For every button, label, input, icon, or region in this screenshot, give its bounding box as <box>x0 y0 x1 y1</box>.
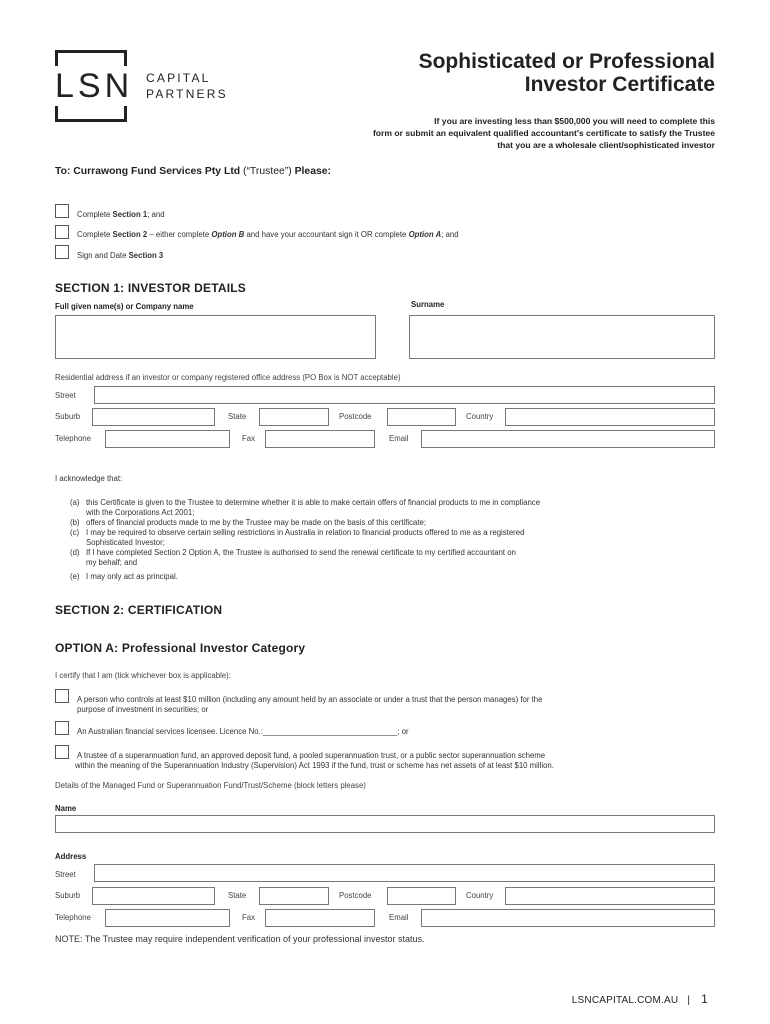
ack-key: (e) <box>70 572 80 581</box>
checklist-checkbox-1[interactable] <box>55 204 69 218</box>
ack-key: (d) <box>70 548 80 557</box>
email-input[interactable] <box>421 430 715 448</box>
telephone-label: Telephone <box>55 434 91 443</box>
postcode-label: Postcode <box>339 412 372 421</box>
checklist-item-2-mid: – either complete <box>147 230 212 239</box>
fund-country-label: Country <box>466 891 494 900</box>
addressee-please: Please: <box>294 166 331 177</box>
postcode-input[interactable] <box>387 408 456 426</box>
logo-mark: LSN <box>55 67 134 105</box>
fund-address-label: Address <box>55 852 87 861</box>
fund-email-input[interactable] <box>421 909 715 927</box>
checklist-item-3-section: Section 3 <box>128 251 164 260</box>
option-a-item-3-line-1: A trustee of a superannuation fund, an approved deposit fund, a pooled superannuation trust, or a public sector superannuation scheme <box>77 751 546 760</box>
ack-key: (c) <box>70 528 80 537</box>
certify-intro: I certify that I am (tick whichever box is applicable): <box>55 671 231 680</box>
ack-text: If I have completed Section 2 Option A, the Trustee is authorised to send the renewal certificate to my certified accountant on <box>86 548 516 557</box>
fund-state-input[interactable] <box>259 887 329 905</box>
notice-line-1: If you are investing less than $500,000 you will need to complete this <box>434 116 715 126</box>
option-a-item-3 <box>77 751 717 770</box>
checklist-item-2-text: Complete <box>77 230 113 239</box>
fund-postcode-input[interactable] <box>387 887 456 905</box>
checklist-checkbox-3[interactable] <box>55 245 69 259</box>
given-name-label: Full given name(s) or Company name <box>55 302 194 311</box>
option-a-item-1-line-2: purpose of investment in securities; or <box>77 704 209 714</box>
email-label: Email <box>389 434 409 443</box>
state-label: State <box>228 412 247 421</box>
addressee-line <box>55 166 331 177</box>
checklist-item-1 <box>77 210 165 219</box>
address-note: Residential address if an investor or company registered office address (PO Box is NOT acceptable) <box>55 373 401 382</box>
street-input[interactable] <box>94 386 715 404</box>
notice-line-3: that you are a wholesale client/sophisticated investor <box>497 140 715 150</box>
title-line-2: Investor Certificate <box>524 73 715 96</box>
verification-note: NOTE: The Trustee may require independent verification of your professional investor status. <box>55 934 425 944</box>
checklist-item-3 <box>77 251 163 260</box>
given-name-input[interactable] <box>55 315 376 359</box>
acknowledge-intro: I acknowledge that: <box>55 474 123 483</box>
option-a-item-2 <box>77 727 409 737</box>
licence-or: ; or <box>397 727 409 736</box>
page-number: 1 <box>701 992 708 1006</box>
ack-key: (b) <box>70 518 80 527</box>
ack-text: with the Corporations Act 2001; <box>86 508 195 517</box>
logo-line-capital: CAPITAL <box>146 71 211 85</box>
fund-state-label: State <box>228 891 247 900</box>
option-a-item-1 <box>77 695 717 714</box>
fund-postcode-label: Postcode <box>339 891 372 900</box>
fund-fax-input[interactable] <box>265 909 375 927</box>
fund-telephone-label: Telephone <box>55 913 91 922</box>
page-title <box>419 50 715 96</box>
licence-text: An Australian financial services licensee. Licence No.: <box>77 727 263 736</box>
ack-text: my behalf; and <box>86 558 138 567</box>
fund-street-label: Street <box>55 870 76 879</box>
ack-text: offers of financial products made to me by the Trustee may be made on the basis of this certificate; <box>86 518 427 527</box>
checklist-item-2-end: ; and <box>441 230 459 239</box>
suburb-label: Suburb <box>55 412 81 421</box>
option-a-item-3-line-2: within the meaning of the Superannuation Industry (Supervision) Act 1993 if the fund, trust or scheme has net assets of at least $10 million. <box>75 760 554 770</box>
fund-telephone-input[interactable] <box>105 909 230 927</box>
footer-separator: | <box>687 995 691 1006</box>
fund-details-note: Details of the Managed Fund or Superannuation Fund/Trust/Scheme (block letters please) <box>55 781 366 790</box>
checklist-checkbox-2[interactable] <box>55 225 69 239</box>
fund-email-label: Email <box>389 913 409 922</box>
surname-label: Surname <box>411 300 445 309</box>
fund-suburb-label: Suburb <box>55 891 81 900</box>
checklist-item-1-section: Section 1 <box>112 210 148 219</box>
ack-key: (a) <box>70 498 80 507</box>
ack-text: I may only act as principal. <box>86 572 178 581</box>
fund-name-input[interactable] <box>55 815 715 833</box>
checklist-item-2-option-b: Option B <box>211 230 245 239</box>
street-label: Street <box>55 391 76 400</box>
fund-suburb-input[interactable] <box>92 887 215 905</box>
notice-line-2: form or submit an equivalent qualified accountant's certificate to satisfy the Trustee <box>372 128 715 138</box>
licence-number-blank[interactable]: _______________________________ <box>262 727 398 736</box>
fund-country-input[interactable] <box>505 887 715 905</box>
ack-text: I may be required to observe certain selling restrictions in Australia in relation to financial products offered to me as a registered <box>86 528 525 537</box>
addressee-name: To: Currawong Fund Services Pty Ltd <box>55 166 241 177</box>
title-line-1: Sophisticated or Professional <box>418 50 715 73</box>
ack-text: this Certificate is given to the Trustee to determine whether it is able to make certain offers of financial products to me in compliance <box>86 498 541 507</box>
suburb-input[interactable] <box>92 408 215 426</box>
telephone-input[interactable] <box>105 430 230 448</box>
logo-text <box>146 70 228 102</box>
footer-site: LSNCAPITAL.COM.AU <box>571 995 679 1006</box>
investment-notice <box>373 115 715 151</box>
ack-text: Sophisticated Investor; <box>86 538 165 547</box>
section-2-heading: SECTION 2: CERTIFICATION <box>55 603 223 617</box>
checklist-item-2 <box>77 230 459 239</box>
checklist-item-1-end: ; and <box>147 210 165 219</box>
logo-line-partners: PARTNERS <box>146 87 228 101</box>
fax-label: Fax <box>242 434 255 443</box>
fund-street-input[interactable] <box>94 864 715 882</box>
option-a-item-1-line-1: A person who controls at least $10 million (including any amount held by an associate or under a trust that the person manages) for the <box>77 695 543 704</box>
fund-fax-label: Fax <box>242 913 255 922</box>
option-a-checkbox-3[interactable] <box>55 745 69 759</box>
surname-input[interactable] <box>409 315 715 359</box>
option-a-checkbox-2[interactable] <box>55 721 69 735</box>
checklist-item-3-text: Sign and Date <box>77 251 129 260</box>
state-input[interactable] <box>259 408 329 426</box>
checklist-item-1-text: Complete <box>77 210 113 219</box>
addressee-trustee: (“Trustee”) <box>243 166 292 177</box>
checklist-item-2-section: Section 2 <box>112 230 148 239</box>
country-input[interactable] <box>505 408 715 426</box>
option-a-heading: OPTION A: Professional Investor Category <box>55 641 306 655</box>
fax-input[interactable] <box>265 430 375 448</box>
section-1-heading: SECTION 1: INVESTOR DETAILS <box>55 281 246 295</box>
page-footer <box>572 992 708 1006</box>
country-label: Country <box>466 412 494 421</box>
checklist-item-2-option-a: Option A <box>408 230 442 239</box>
option-a-checkbox-1[interactable] <box>55 689 69 703</box>
checklist-item-2-mid2: and have your accountant sign it OR complete <box>244 230 409 239</box>
fund-name-label: Name <box>55 804 77 813</box>
